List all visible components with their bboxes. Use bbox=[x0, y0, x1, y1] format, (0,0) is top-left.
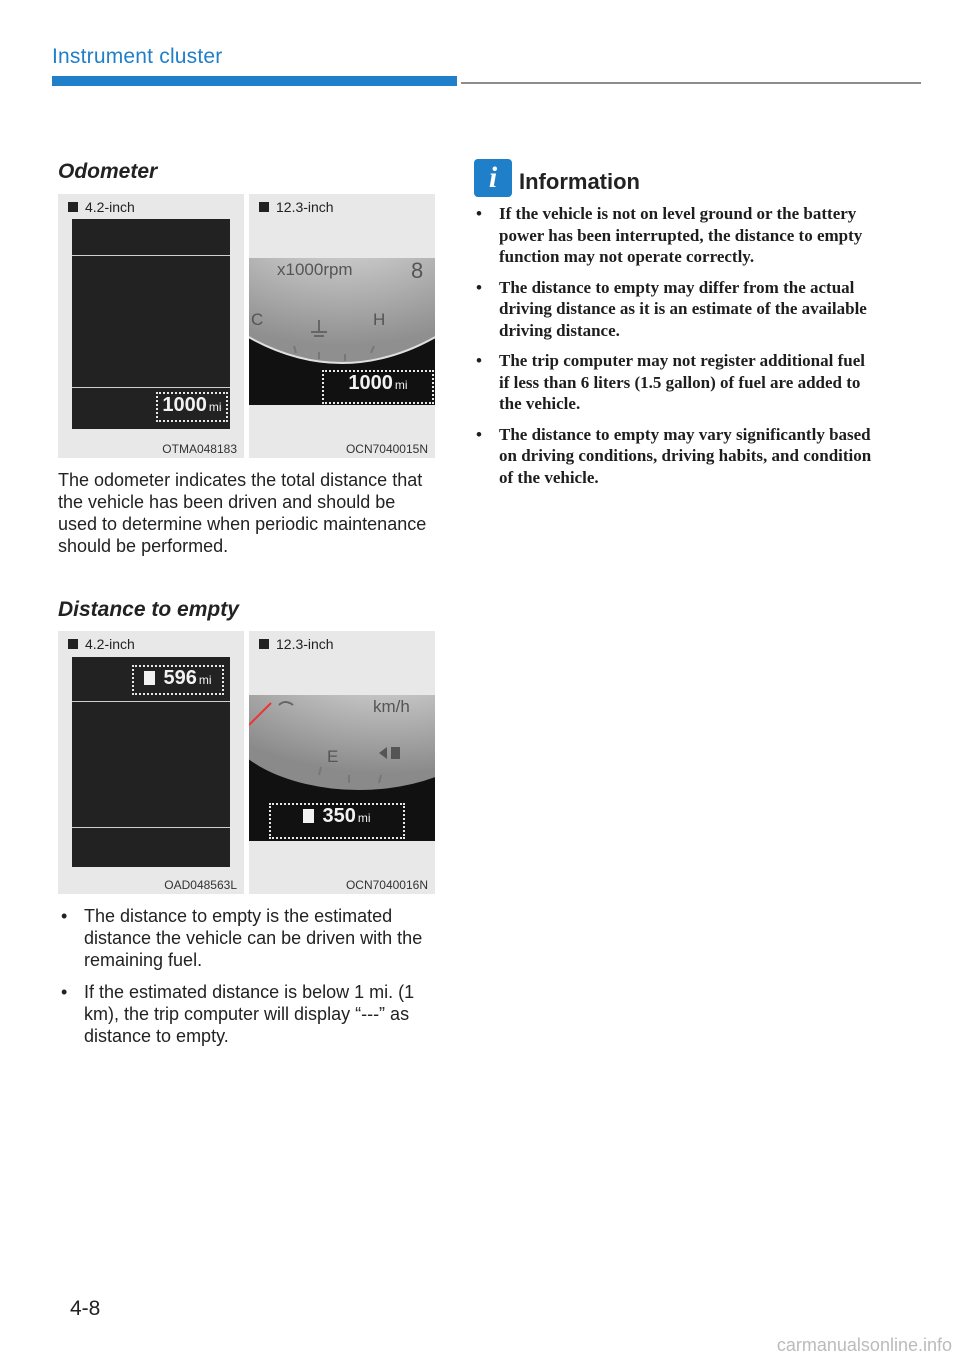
divider bbox=[72, 701, 230, 702]
figure-code: OTMA048183 bbox=[162, 442, 237, 456]
info-icon: i bbox=[474, 159, 512, 197]
odometer-figure-12-3-inch bbox=[249, 194, 435, 458]
figure-size-label: 12.3-inch bbox=[259, 636, 334, 652]
cluster-screen bbox=[72, 219, 230, 429]
section-header-title: Instrument cluster bbox=[52, 45, 223, 68]
distance-to-empty-readout: 596 mi bbox=[132, 665, 224, 695]
list-item: • The distance to empty may vary significantly based on driving conditions, driving habits, and condition of the vehicle. bbox=[476, 424, 872, 487]
gauge-rpm-label: x1000rpm bbox=[277, 260, 353, 279]
figure-code: OAD048563L bbox=[164, 878, 237, 892]
distance-to-empty-bullets bbox=[58, 905, 443, 1057]
page-number: 4-8 bbox=[70, 1297, 101, 1320]
square-bullet-icon bbox=[259, 639, 269, 649]
header-rule bbox=[461, 82, 921, 84]
list-item: • The trip computer may not register additional fuel if less than 6 liters (1.5 gallon) of fuel are added to the vehicle. bbox=[476, 351, 865, 413]
list-item: • If the estimated distance is below 1 mi. (1 km), the trip computer will display “---” as distance to empty. bbox=[61, 982, 415, 1046]
divider bbox=[72, 255, 230, 256]
divider bbox=[72, 827, 230, 828]
header-rule-accent bbox=[52, 76, 457, 86]
odometer-figure-4-2-inch bbox=[58, 194, 244, 458]
list-item: • The distance to empty may differ from the actual driving distance as it is an estimate of the available driving distance. bbox=[476, 277, 867, 340]
gauge-speed-unit-label: km/h bbox=[373, 697, 410, 716]
distance-to-empty-figure-12-3-inch bbox=[249, 631, 435, 894]
square-bullet-icon bbox=[68, 202, 78, 212]
figure-size-label: 4.2-inch bbox=[68, 636, 135, 652]
gauge-cold-label: C bbox=[251, 310, 264, 329]
watermark: carmanualsonline.info bbox=[776, 1335, 952, 1355]
figure-code: OCN7040016N bbox=[345, 878, 428, 892]
information-heading: Information bbox=[519, 169, 640, 194]
figure-code: OCN7040015N bbox=[345, 442, 428, 456]
odometer-description: The odometer indicates the total distance that the vehicle has been driven and should be used to determine when periodic maintenance should be performed. bbox=[58, 470, 427, 556]
gauge-hot-label: H bbox=[373, 310, 386, 329]
fuel-pump-icon bbox=[144, 671, 155, 685]
distance-to-empty-readout: 350 mi bbox=[269, 803, 405, 839]
figure-size-label: 4.2-inch bbox=[68, 199, 135, 215]
odometer-readout: 1000 mi bbox=[156, 392, 228, 422]
odometer-readout: 1000 mi bbox=[322, 370, 434, 404]
distance-to-empty-heading: Distance to empty bbox=[58, 598, 239, 621]
divider bbox=[72, 387, 230, 388]
fuel-pump-icon bbox=[303, 809, 314, 823]
cluster-screen bbox=[72, 657, 230, 867]
information-bullets bbox=[474, 203, 874, 497]
gauge-max-label: 8 bbox=[411, 258, 424, 283]
figure-size-label: 12.3-inch bbox=[259, 199, 334, 215]
list-item: • If the vehicle is not on level ground or the battery power has been interrupted, the distance to empty function may not operate correctly. bbox=[476, 204, 863, 266]
gauge-empty-label: E bbox=[327, 747, 339, 766]
square-bullet-icon bbox=[68, 639, 78, 649]
odometer-heading: Odometer bbox=[58, 160, 158, 183]
distance-to-empty-figure-4-2-inch bbox=[58, 631, 244, 894]
square-bullet-icon bbox=[259, 202, 269, 212]
list-item: • The distance to empty is the estimated distance the vehicle can be driven with the remaining fuel. bbox=[61, 906, 423, 970]
